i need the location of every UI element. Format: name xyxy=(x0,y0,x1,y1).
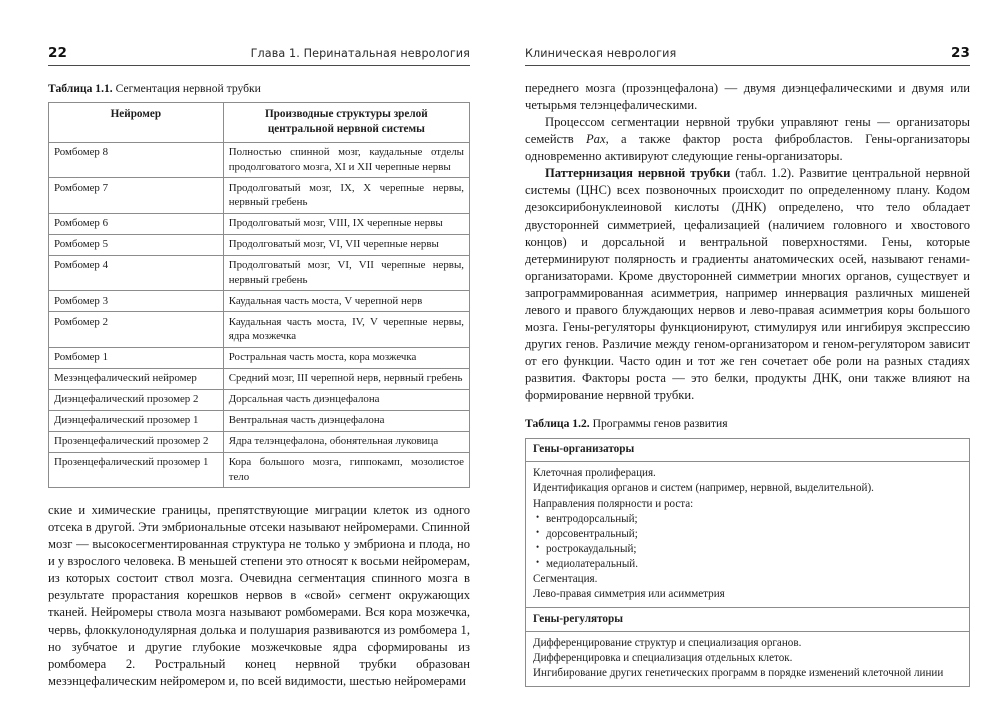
list-item: Дифференцировка и специализация отдельных клеток. xyxy=(533,651,793,664)
table-1-1-caption-text: Сегментация нервной трубки xyxy=(115,82,261,95)
row-neuromere: Прозенцефалический прозомер 1 xyxy=(49,452,224,488)
row-neuromere: Прозенцефалический прозомер 2 xyxy=(49,431,224,452)
left-chapter-title: Глава 1. Перинатальная неврология xyxy=(250,47,470,60)
table-1-2-section-organizers-title: Гены-организаторы xyxy=(526,439,969,463)
row-neuromere: Ромбомер 7 xyxy=(49,178,224,214)
list-item: Лево-правая симметрия или асимметрия xyxy=(533,588,725,601)
right-paragraph-3 xyxy=(525,165,970,404)
patterning-heading: Паттернизация нервной трубки xyxy=(545,166,731,181)
table-1-1-caption xyxy=(48,82,470,96)
row-neuromere: Ромбомер 8 xyxy=(49,142,224,178)
list-item: Клеточная пролиферация. xyxy=(533,467,656,480)
table-row xyxy=(49,291,470,312)
right-paragraph-2 xyxy=(525,114,970,165)
header-line-2: центральной нервной системы xyxy=(267,123,425,136)
row-neuromere: Ромбомер 4 xyxy=(49,255,224,291)
list-item: Дифференцирование структур и специализация органов. xyxy=(533,636,802,649)
left-running-head xyxy=(48,45,470,66)
table-1-2-caption xyxy=(525,417,970,431)
table-1-1-caption-label: Таблица 1.1. xyxy=(48,82,113,95)
right-paragraph-1: переднего мозга (прозэнцефалона) — двумя диэнцефалическими и двумя или четырьмя телэнцефалическими. xyxy=(525,81,970,113)
row-structure: Продолговатый мозг, VIII, IX черепные нервы xyxy=(223,213,469,234)
table-1-2-caption-text: Программы генов развития xyxy=(592,417,728,431)
table-row xyxy=(49,234,470,255)
table-row xyxy=(49,389,470,410)
table-header-row xyxy=(49,103,470,142)
paragraph-2-part-2: , а также фактор роста фибробластов. Гены-организаторы одновременно активируют следующие гены-организаторы. xyxy=(525,132,970,164)
row-neuromere: Ромбомер 6 xyxy=(49,213,224,234)
table-header-neuromere: Нейромер xyxy=(49,103,224,142)
row-structure: Продолговатый мозг, IX, X черепные нервы, нервный гребень xyxy=(223,178,469,214)
row-neuromere: Ромбомер 1 xyxy=(49,347,224,368)
table-row xyxy=(49,347,470,368)
row-structure: Вентральная часть диэнцефалона xyxy=(223,410,469,431)
header-line-1: Производные структуры зрелой xyxy=(264,108,428,121)
row-neuromere: Ромбомер 3 xyxy=(49,291,224,312)
list-item: Ингибирование других генетических программ в порядке изменений клеточной линии xyxy=(533,667,944,679)
table-row xyxy=(49,431,470,452)
row-neuromere: Диэнцефалический прозомер 2 xyxy=(49,389,224,410)
row-structure: Кора большого мозга, гиппокамп, мозолистое тело xyxy=(223,452,469,488)
row-structure: Дорсальная часть диэнцефалона xyxy=(223,389,469,410)
row-structure: Продолговатый мозг, VI, VII черепные нервы, нервный гребень xyxy=(223,255,469,291)
left-body-paragraph: ские и химические границы, препятствующие миграции клеток из одного отсека в другой. Эти эмбриональные отсеки называют нейромерами. Спинной мозг — высокосегментированная структура не только у эмбриона и плода, но и у взрослого человека. В меньшей степени это относят к восьми нейромерам, из которых состоит ствол мозга. Очевидна сегментация спинного мозга в результате прорастания корешков нервов в «свой» сегмент окружающих тканей. Нейромеры ствола мозга называют ромбомерами. Вся кора мозжечка, червь, флоккулонодулярная долька и полушария развиваются из ромбомера 1, но зубчатое и другие глубокие мозжечковые ядра сформированы из ромбомера 2. Ростральный конец нервной трубки образован мезэнцефалическим нейромером и, по всей видимости, шестью нейромерами xyxy=(48,503,470,688)
table-row xyxy=(49,368,470,389)
table-row xyxy=(49,213,470,234)
list-item: • дорсовентральный; xyxy=(533,527,962,542)
row-structure: Средний мозг, III черепной нерв, нервный гребень xyxy=(223,368,469,389)
right-page xyxy=(500,0,1000,718)
table-header-structures xyxy=(223,103,469,142)
list-item: • медиолатеральный. xyxy=(533,557,962,572)
list-item: • вентродорсальный; xyxy=(533,512,962,527)
paragraph-3-rest: (табл. 1.2). Развитие центральной нервной системы (ЦНС) всех позвоночных происходит по определенному плану. Кодом дезоксирибонуклеиновой кислоты (ДНК) определено, что тело обладает двусторонней симметрией, цефализацией (наличием головного и хвостового концов) и дорсальной и вентральной поверхностями. Гены, которые детерминируют полярность и градиенты анатомических осей, называют генами-организаторами. Кроме двусторонней симметрии многих органов, существует и запрограммированная асимметрия, например иннервация различных мишеней левого и правого блуждающих нервов и лево-правая асимметрия коры большого мозга. Гены-регуляторы функционируют, стимулируя или ингибируя экспрессию других генов. Различие между геном-организатором и геном-регулятором зависит от его функции. Часто один и тот же ген сочетает обе роли на разных стадиях развития. Факторы роста — это белки, продукты ДНК, они также влияют на формирование нервной трубки. xyxy=(525,166,970,403)
table-row xyxy=(49,255,470,291)
row-structure: Ядра телэнцефалона, обонятельная луковица xyxy=(223,431,469,452)
table-1-2-section-organizers-body xyxy=(526,462,969,607)
row-structure: Ростральная часть моста, кора мозжечка xyxy=(223,347,469,368)
table-1-2-section-regulators-body xyxy=(526,632,969,686)
list-item: Направления полярности и роста: xyxy=(533,497,694,510)
row-neuromere: Ромбомер 2 xyxy=(49,312,224,348)
table-row xyxy=(49,410,470,431)
right-running-head xyxy=(525,45,970,66)
table-row xyxy=(49,142,470,178)
list-item: Идентификация органов и систем (например, нервной, выделительной). xyxy=(533,482,874,495)
table-row xyxy=(49,178,470,214)
paragraph-2-part-1: Процессом сегментации нервной трубки управляют гены — организаторы семейств xyxy=(525,115,970,147)
left-page-number: 22 xyxy=(48,45,67,61)
gene-family-pax: Pax xyxy=(585,132,606,147)
row-structure: Продолговатый мозг, VI, VII черепные нервы xyxy=(223,234,469,255)
list-item: Сегментация. xyxy=(533,572,598,585)
table-row xyxy=(49,312,470,348)
table-1-1 xyxy=(48,102,470,488)
table-row xyxy=(49,452,470,488)
row-structure: Каудальная часть моста, IV, V черепные нервы, ядра мозжечка xyxy=(223,312,469,348)
right-page-number: 23 xyxy=(951,45,970,61)
table-1-2-caption-label: Таблица 1.2. xyxy=(525,417,590,431)
list-item: • рострокаудальный; xyxy=(533,542,962,557)
right-section-title: Клиническая неврология xyxy=(525,47,677,60)
row-neuromere: Ромбомер 5 xyxy=(49,234,224,255)
row-structure: Полностью спинной мозг, каудальные отделы продолговатого мозга, XI и XII черепные нервы xyxy=(223,142,469,178)
table-1-2-section-regulators-title: Гены-регуляторы xyxy=(526,607,969,632)
row-neuromere: Диэнцефалический прозомер 1 xyxy=(49,410,224,431)
row-neuromere: Мезэнцефалический нейромер xyxy=(49,368,224,389)
table-1-2 xyxy=(525,438,970,687)
row-structure: Каудальная часть моста, V черепной нерв xyxy=(223,291,469,312)
